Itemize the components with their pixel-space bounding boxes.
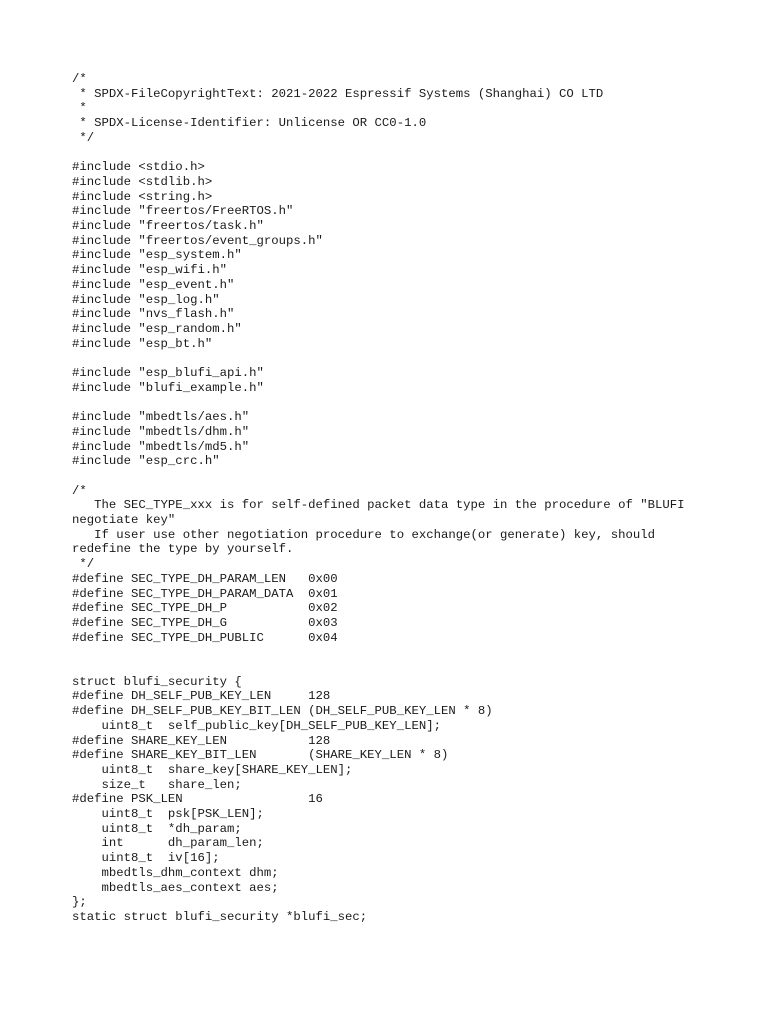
code-line — [72, 469, 712, 484]
code-line: uint8_t *dh_param; — [72, 821, 242, 836]
code-line: int dh_param_len; — [72, 836, 264, 851]
code-line: static struct blufi_security *blufi_sec; — [72, 909, 368, 924]
code-line: #include "freertos/task.h" — [72, 219, 264, 234]
code-line — [72, 395, 712, 410]
code-line — [72, 351, 712, 366]
code-line: #include <stdlib.h> — [72, 174, 213, 189]
code-line: #include "mbedtls/aes.h" — [72, 410, 250, 425]
code-line: #define SEC_TYPE_DH_PUBLIC 0x04 — [72, 630, 338, 645]
code-line: #define SEC_TYPE_DH_PARAM_LEN 0x00 — [72, 571, 338, 586]
code-line: #include "esp_bt.h" — [72, 336, 213, 351]
code-line: #define DH_SELF_PUB_KEY_LEN 128 — [72, 689, 331, 704]
code-line: redefine the type by yourself. — [72, 542, 294, 557]
code-line: /* — [72, 483, 87, 498]
code-line: #include "esp_random.h" — [72, 321, 242, 336]
code-line: */ — [72, 130, 95, 145]
code-line: negotiate key" — [72, 513, 176, 528]
code-line: #define SHARE_KEY_BIT_LEN (SHARE_KEY_LEN * 8) — [72, 748, 449, 763]
code-line: #include "blufi_example.h" — [72, 380, 264, 395]
code-line: #include "esp_system.h" — [72, 248, 242, 263]
code-line: uint8_t psk[PSK_LEN]; — [72, 807, 264, 822]
code-line: * SPDX-FileCopyrightText: 2021-2022 Espressif Systems (Shanghai) CO LTD — [72, 86, 604, 101]
code-line: mbedtls_aes_context aes; — [72, 880, 279, 895]
code-line: #include "mbedtls/md5.h" — [72, 439, 250, 454]
code-line: mbedtls_dhm_context dhm; — [72, 865, 279, 880]
code-line: struct blufi_security { — [72, 674, 242, 689]
code-line — [72, 146, 712, 161]
code-line: #include <stdio.h> — [72, 160, 205, 175]
code-line: #define SEC_TYPE_DH_PARAM_DATA 0x01 — [72, 586, 338, 601]
code-line: #define SHARE_KEY_LEN 128 — [72, 733, 331, 748]
code-line: uint8_t share_key[SHARE_KEY_LEN]; — [72, 762, 353, 777]
code-line: #define DH_SELF_PUB_KEY_BIT_LEN (DH_SELF_PUB_KEY_LEN * 8) — [72, 704, 493, 719]
code-line: /* — [72, 72, 87, 86]
code-line: #include "esp_wifi.h" — [72, 263, 227, 278]
code-line: #define SEC_TYPE_DH_G 0x03 — [72, 615, 338, 630]
code-line: size_t share_len; — [72, 777, 242, 792]
code-line: #include "esp_blufi_api.h" — [72, 366, 264, 381]
code-line: #define PSK_LEN 16 — [72, 792, 323, 807]
code-line: If user use other negotiation procedure to exchange(or generate) key, should — [72, 527, 655, 542]
code-line: }; — [72, 895, 87, 910]
code-line — [72, 660, 712, 675]
code-line: #include <string.h> — [72, 189, 213, 204]
code-line: uint8_t self_public_key[DH_SELF_PUB_KEY_LEN]; — [72, 718, 441, 733]
code-line: #include "esp_crc.h" — [72, 454, 220, 469]
code-line — [72, 645, 712, 660]
code-line: #include "mbedtls/dhm.h" — [72, 424, 250, 439]
code-line: #include "esp_log.h" — [72, 292, 220, 307]
code-line: * — [72, 101, 87, 116]
source-code-block — [72, 72, 712, 925]
code-line: #include "nvs_flash.h" — [72, 307, 235, 322]
code-line: #include "esp_event.h" — [72, 277, 235, 292]
code-line: * SPDX-License-Identifier: Unlicense OR CC0-1.0 — [72, 116, 427, 131]
code-line: #define SEC_TYPE_DH_P 0x02 — [72, 601, 338, 616]
code-line: #include "freertos/FreeRTOS.h" — [72, 204, 294, 219]
code-line: */ — [72, 557, 95, 572]
code-line: uint8_t iv[16]; — [72, 851, 220, 866]
code-line: The SEC_TYPE_xxx is for self-defined packet data type in the procedure of "BLUFI — [72, 498, 685, 513]
code-line: #include "freertos/event_groups.h" — [72, 233, 323, 248]
